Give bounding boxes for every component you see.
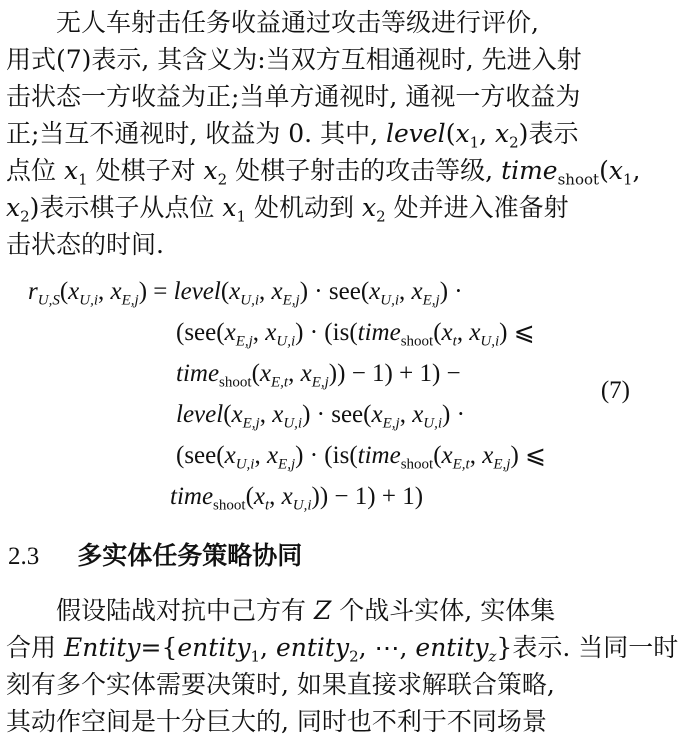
text-line: 正;当互不通视时, 收益为 0. 其中, $level(x_1$, $x_2$)表示 — [6, 119, 579, 152]
text-line: 点位 $x_1$ 处棋子对 $x_2$ 处棋子射击的攻击等级, $time_{shoot}(x_1$, — [6, 156, 641, 189]
text-line: 用式(7)表示, 其含义为:当双方互相通视时, 先进入射 — [6, 45, 582, 74]
text-line: $x_2$)表示棋子从点位 $x_1$ 处机动到 $x_2$ 处并进入准备射 — [6, 193, 569, 226]
text-line: 合用 Entity={entity$_1$, entity$_2$, ⋯, entity$_z$}表示. 当同一时 — [6, 633, 678, 666]
paragraph-multi-entity — [6, 592, 678, 740]
text-line: 击状态的时间. — [6, 230, 164, 259]
section-number: 2.3 — [8, 543, 40, 570]
equation-number: (7) — [600, 377, 630, 404]
text-line: 刻有多个实体需要决策时, 如果直接求解联合策略, — [6, 670, 555, 699]
section-heading — [8, 538, 302, 575]
text-line: 假设陆战对抗中己方有 Z 个战斗实体, 实体集 — [56, 596, 556, 625]
equation-line-2: ($see(x_{E,j}$, $x_{U,i}$) · ($is(time_{shoot}(x_t$, $x_{U,i}$) ⩽ — [176, 319, 535, 350]
equation-line-5: ($see(x_{U,i}$, $x_{E,j}$) · ($is(time_{shoot}(x_{E,t}$, $x_{E,j}$) ⩽ — [176, 442, 546, 473]
equation-line-6: $time_{shoot}(x_t$, $x_{U,i})) - 1) + 1$) — [170, 483, 424, 514]
text-line: 其动作空间是十分巨大的, 同时也不利于不同场景 — [6, 707, 547, 736]
paragraph-reward — [6, 4, 641, 263]
text-line: 无人车射击任务收益通过攻击等级进行评价, — [56, 8, 539, 37]
equation-line-1: $r_{U,S}(x_{U,i}$, $x_{E,j}$) = $level(x_{U,i}$, $x_{E,j}) \cdot see(x_{U,i}$, $x_{E,j}$) · — [28, 278, 463, 309]
equation-line-3: $time_{shoot}(x_{E,t}$, $x_{E,j})) - 1) + 1$) − — [176, 360, 461, 391]
section-title: 多实体任务策略协同 — [77, 541, 303, 570]
equation-line-4: $level(x_{E,j}$, $x_{U,i}) \cdot see(x_{E,j}$, $x_{U,i}$) · — [176, 401, 465, 432]
text-line: 击状态一方收益为正;当单方通视时, 通视一方收益为 — [6, 82, 581, 111]
